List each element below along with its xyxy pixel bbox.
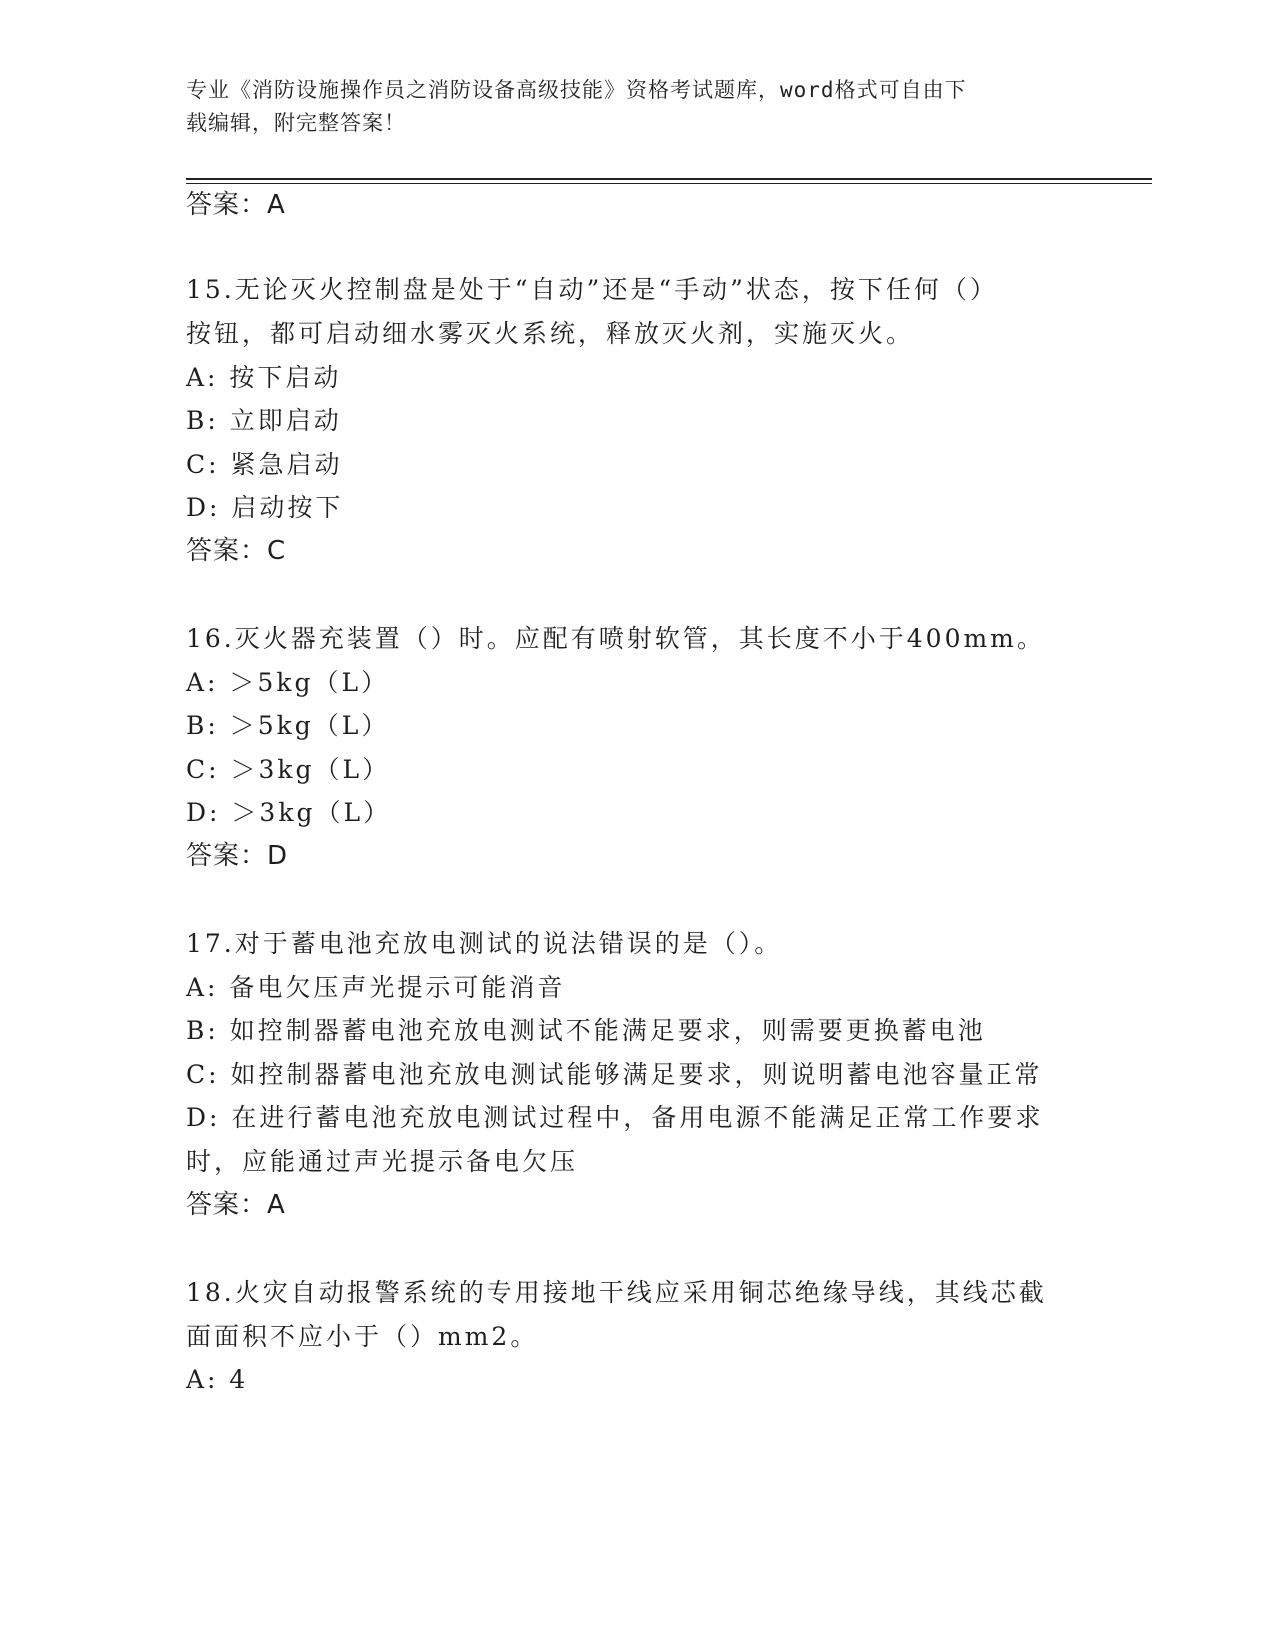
q17-option-d-line-2: 时，应能通过声光提示备电欠压 bbox=[186, 1147, 579, 1176]
q18-option-a: A: 4 bbox=[186, 1365, 249, 1394]
q15-stem-line-2: 按钮，都可启动细水雾灭火系统，释放灭火剂，实施灭火。 bbox=[186, 319, 915, 348]
q17-stem-line-1: 17.对于蓄电池充放电测试的说法错误的是（）。 bbox=[186, 929, 783, 958]
q15-option-b: B: 立即启动 bbox=[186, 406, 342, 435]
q17-answer: 答案：A bbox=[186, 1190, 286, 1220]
q15-stem-line-1: 15.无论灭火控制盘是处于“自动”还是“手动”状态，按下任何（） bbox=[186, 275, 998, 304]
q15-option-c: C: 紧急启动 bbox=[186, 450, 343, 479]
q16-option-a: A: ＞5kg（L） bbox=[186, 668, 390, 697]
q16-answer: 答案：D bbox=[186, 841, 289, 871]
header-line-1: 专业《消防设施操作员之消防设备高级技能》资格考试题库，word格式可自由下 bbox=[186, 78, 967, 102]
q17-option-c: C: 如控制器蓄电池充放电测试能够满足要求，则说明蓄电池容量正常 bbox=[186, 1060, 1043, 1089]
q15-answer: 答案：C bbox=[186, 536, 287, 566]
header-rule-thick bbox=[186, 178, 1152, 180]
q18-stem-line-2: 面面积不应小于（）mm2。 bbox=[186, 1322, 539, 1351]
q16-option-c: C: ＞3kg（L） bbox=[186, 755, 391, 784]
header-rule-thin bbox=[186, 183, 1152, 184]
q18-stem-line-1: 18.火灾自动报警系统的专用接地干线应采用铜芯绝缘导线，其线芯截 bbox=[186, 1278, 1047, 1307]
answer-prev: 答案：A bbox=[186, 190, 286, 220]
q16-option-d: D: ＞3kg（L） bbox=[186, 798, 392, 827]
q17-option-b: B: 如控制器蓄电池充放电测试不能满足要求，则需要更换蓄电池 bbox=[186, 1016, 986, 1045]
q17-option-a: A: 备电欠压声光提示可能消音 bbox=[186, 973, 566, 1002]
header-line-2: 载编辑，附完整答案！ bbox=[186, 111, 406, 135]
document-header bbox=[186, 74, 1066, 140]
q16-stem-line-1: 16.灭火器充装置（）时。应配有喷射软管，其长度不小于400mm。 bbox=[186, 624, 1045, 653]
q15-option-d: D: 启动按下 bbox=[186, 493, 344, 522]
q15-option-a: A: 按下启动 bbox=[186, 363, 342, 392]
q17-option-d: D: 在进行蓄电池充放电测试过程中，备用电源不能满足正常工作要求 bbox=[186, 1103, 1044, 1132]
q16-option-b: B: ＞5kg（L） bbox=[186, 711, 390, 740]
